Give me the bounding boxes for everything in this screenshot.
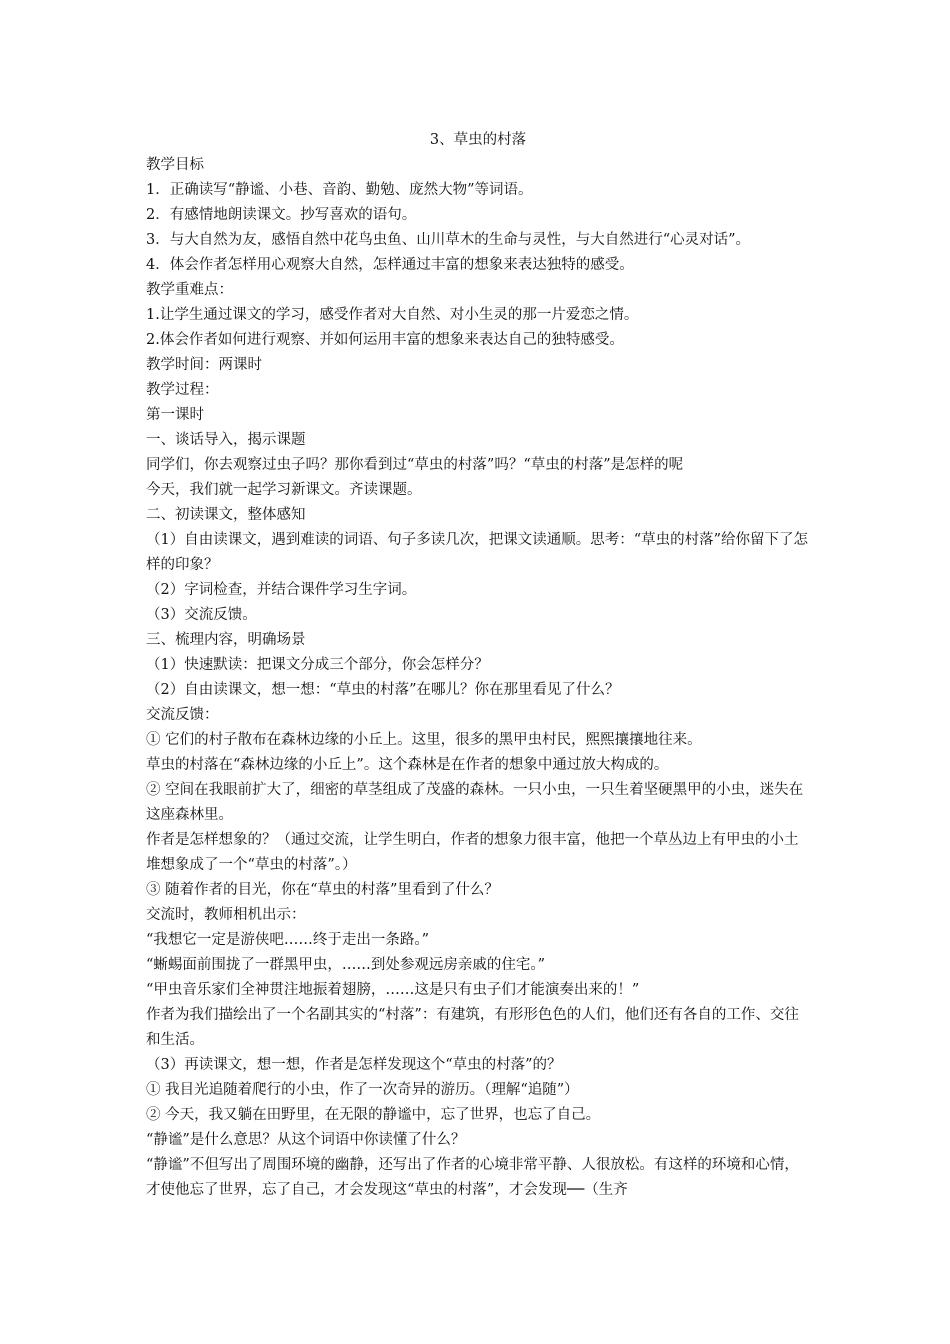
paragraph-line: （1）自由读课文，遇到难读的词语、句子多读几次，把课文读通顺。思考：“草虫的村落”给你留下了怎样的印象？ — [146, 532, 809, 573]
paragraph-line: （2）字词检查，并结合课件学习生字词。 — [146, 582, 417, 598]
paragraph-line: （2）自由读课文，想一想：“草虫的村落”在哪儿？你在那里看见了什么？ — [146, 682, 620, 698]
paragraph-line: 今天，我们就一起学习新课文。齐读课题。 — [146, 482, 422, 498]
paragraph-line: 3．与大自然为友，感悟自然中花鸟虫鱼、山川草木的生命与灵性，与大自然进行“心灵对话”。 — [146, 232, 751, 248]
paragraph-line: “甲虫音乐家们全神贯注地振着翅膀，……这是只有虫子们才能演奏出来的！” — [146, 982, 640, 998]
paragraph-line: ① 它们的村子散布在森林边缘的小丘上。这里，很多的黑甲虫村民，熙熙攘攘地往来。 — [146, 732, 702, 748]
paragraph-line: （3）交流反馈。 — [146, 607, 257, 623]
paragraph-line: （3）再读课文，想一想，作者是怎样发现这个“草虫的村落”的？ — [146, 1057, 562, 1073]
paragraph-line: 作者为我们描绘出了一个名副其实的“村落”：有建筑，有形形色色的人们，他们还有各自的工作、交往和生活。 — [146, 1007, 799, 1048]
paragraph-line: （1）快速默读：把课文分成三个部分，你会怎样分？ — [146, 657, 489, 673]
paragraph-line: ② 空间在我眼前扩大了，细密的草茎组成了茂盛的森林。一只小虫，一只生着坚硬黑甲的小虫，迷失在这座森林里。 — [146, 782, 804, 823]
paragraph-line: 1．正确读写“静谧、小巷、音韵、勤勉、庞然大物”等词语。 — [146, 182, 533, 198]
paragraph-line: 交流时，教师相机出示： — [146, 907, 306, 923]
paragraph-line: 2．有感情地朗读课文。抄写喜欢的语句。 — [146, 207, 417, 223]
document-title: 3、草虫的村落 — [429, 132, 527, 148]
paragraph-line: 1.让学生通过课文的学习，感受作者对大自然、对小生灵的那一片爱恋之情。 — [146, 307, 639, 323]
paragraph-line: “静谧”不但写出了周围环境的幽静，还写出了作者的心境非常平静、人很放松。有这样的环境和心情，才使他忘了世界，忘了自己，才会发现这“草虫的村落”，才会发现──（生齐 — [146, 1157, 799, 1198]
paragraph-line: 作者是怎样想象的？（通过交流，让学生明白，作者的想象力很丰富，他把一个草丛边上有甲虫的小土堆想象成了一个“草虫的村落”。） — [146, 832, 799, 873]
paragraph-line: ① 我目光追随着爬行的小虫，作了一次奇异的游历。（理解“追随”） — [146, 1082, 579, 1098]
document-page — [146, 128, 810, 1203]
paragraph-line: ③ 随着作者的目光，你在“草虫的村落”里看到了什么？ — [146, 882, 499, 898]
paragraph-line: 同学们，你去观察过虫子吗？那你看到过“草虫的村落”吗？“草虫的村落”是怎样的呢 — [146, 457, 684, 473]
paragraph-line: 教学重难点： — [146, 282, 233, 298]
document-body — [146, 153, 810, 1203]
paragraph-line: 教学过程： — [146, 382, 219, 398]
paragraph-line: 教学目标 — [146, 157, 204, 173]
paragraph-line: 2.体会作者如何进行观察、并如何运用丰富的想象来表达自己的独特感受。 — [146, 332, 624, 348]
paragraph-line: 教学时间：两课时 — [146, 357, 262, 373]
paragraph-line: 第一课时 — [146, 407, 204, 423]
paragraph-line: “蜥蜴面前围拢了一群黑甲虫，……到处参观远房亲戚的住宅。” — [146, 957, 546, 973]
paragraph-line: 4．体会作者怎样用心观察大自然，怎样通过丰富的想象来表达独特的感受。 — [146, 257, 634, 273]
paragraph-line: “我想它一定是游侠吧……终于走出一条路。” — [146, 932, 430, 948]
paragraph-line: “静谧”是什么意思？从这个词语中你读懂了什么？ — [146, 1132, 466, 1148]
paragraph-line: 一、谈话导入，揭示课题 — [146, 432, 306, 448]
paragraph-line: 交流反馈： — [146, 707, 219, 723]
paragraph-line: 三、梳理内容，明确场景 — [146, 632, 306, 648]
paragraph-line: 二、初读课文，整体感知 — [146, 507, 306, 523]
paragraph-line: 草虫的村落在“森林边缘的小丘上”。这个森林是在作者的想象中通过放大构成的。 — [146, 757, 669, 773]
paragraph-line: ② 今天，我又躺在田野里，在无限的静谧中，忘了世界，也忘了自己。 — [146, 1107, 601, 1123]
